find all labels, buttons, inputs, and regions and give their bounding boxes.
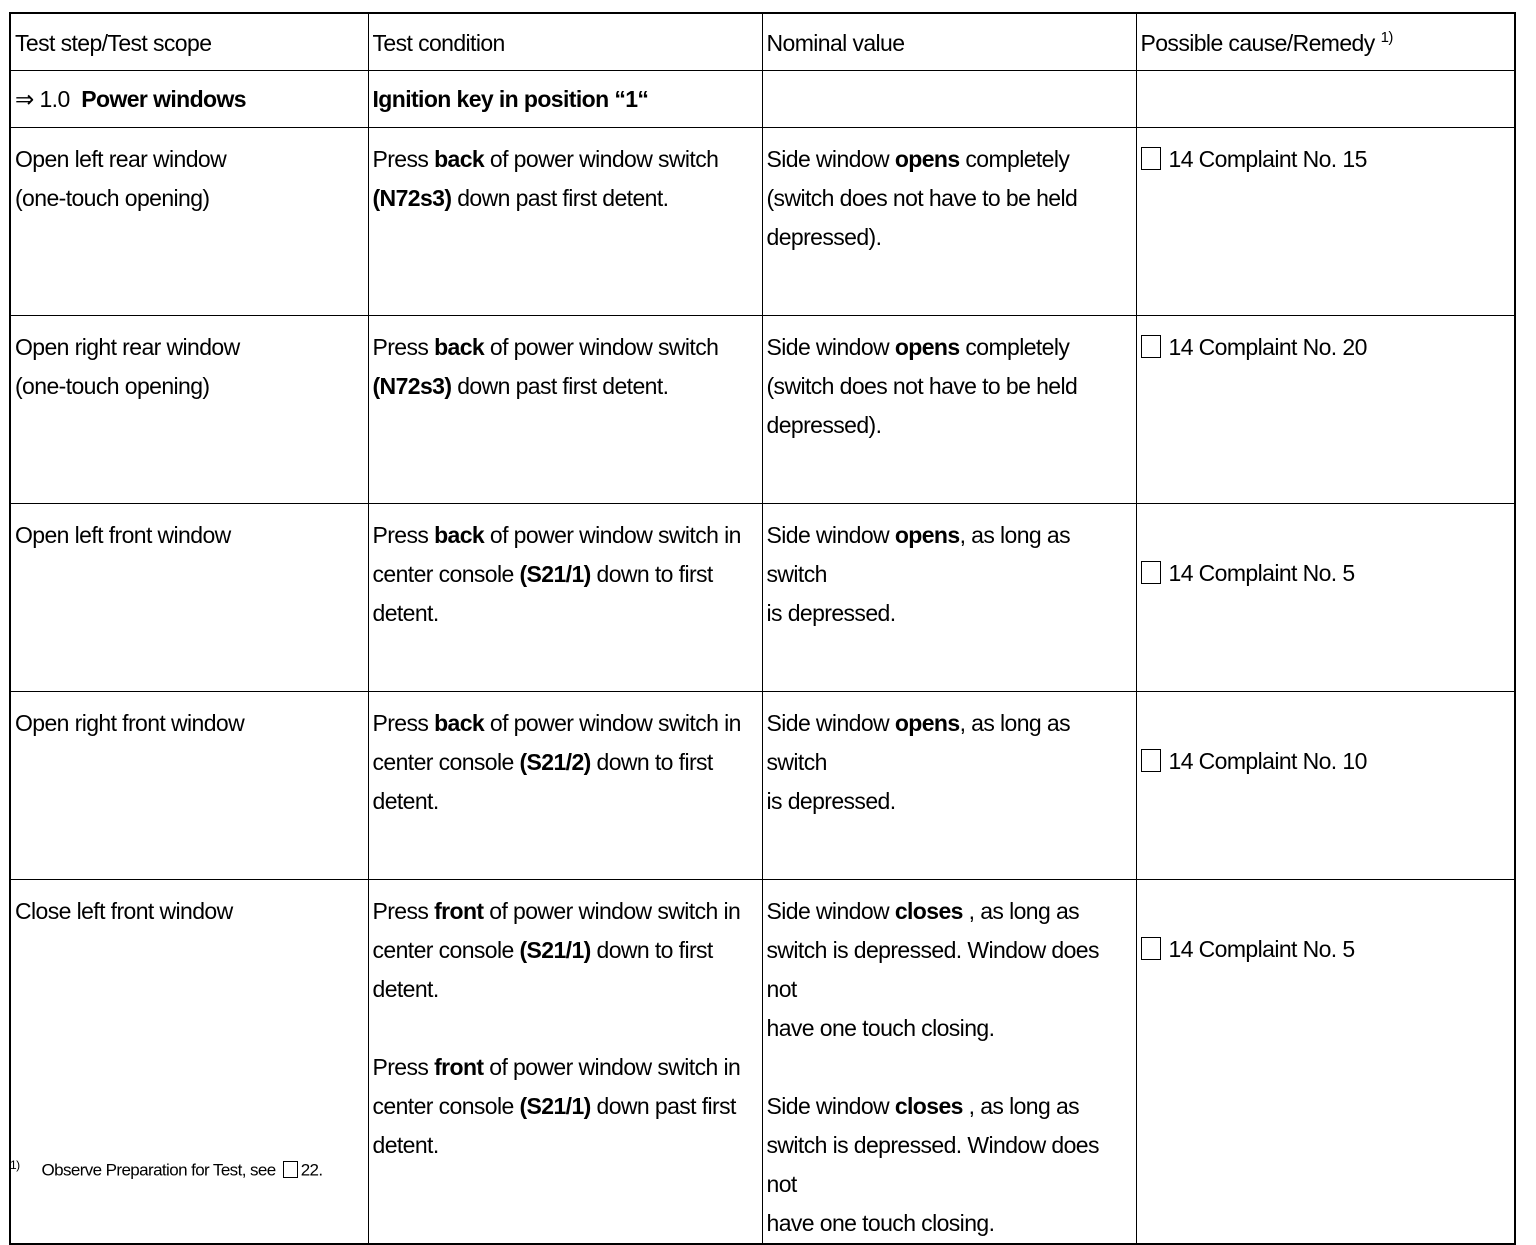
test-step: Open right rear window (one-touch opening) [10,316,368,504]
test-step: Close left front window [10,880,368,1245]
page-ref-box-icon [1141,749,1161,772]
section-empty-cell [762,71,1136,128]
table-row [10,128,1515,316]
header-nominal-value: Nominal value [762,13,1136,71]
nominal-value: Side window opens completely (switch does not have to be held depressed). [762,128,1136,316]
nominal-value: Side window opens, as long as switch is depressed. [762,692,1136,880]
table-header-row [10,13,1515,71]
footnote-marker: 1) [10,1158,20,1172]
nominal-value: Side window closes , as long as switch is depressed. Window does not have one touch closing. Side window closes , as long as switch is depressed. Window does not have one touch closing. [762,880,1136,1245]
section-row [10,71,1515,128]
page-ref-box-icon [1141,561,1161,584]
test-condition: Press back of power window switch in center console (S21/1) down to first detent. [368,504,762,692]
page-ref-box-icon [1141,937,1161,960]
nominal-value: Side window opens, as long as switch is depressed. [762,504,1136,692]
test-step: Open left rear window (one-touch opening) [10,128,368,316]
section-title: ⇒ 1.0 Power windows [10,71,368,128]
table-row [10,316,1515,504]
test-step: Open right front window [10,692,368,880]
test-condition: Press back of power window switch in center console (S21/2) down to first detent. [368,692,762,880]
remedy: 14 Complaint No. 5 [1136,504,1515,692]
remedy: 14 Complaint No. 10 [1136,692,1515,880]
table-row [10,504,1515,692]
remedy: 14 Complaint No. 5 [1136,880,1515,1245]
table-row [10,692,1515,880]
page-ref-box-icon [1141,335,1161,358]
test-condition: Press back of power window switch (N72s3) down past first detent. [368,128,762,316]
header-test-condition: Test condition [368,13,762,71]
section-condition: Ignition key in position “1“ [368,71,762,128]
test-condition: Press back of power window switch (N72s3) down past first detent. [368,316,762,504]
diagnostic-table [9,12,1516,1245]
page-ref-box-icon [283,1161,298,1178]
test-step: Open left front window [10,504,368,692]
remedy: 14 Complaint No. 15 [1136,128,1515,316]
remedy: 14 Complaint No. 20 [1136,316,1515,504]
section-empty-cell [1136,71,1515,128]
page-ref-box-icon [1141,147,1161,170]
test-condition: Press front of power window switch in center console (S21/1) down to first detent. Press front of power window switch in center console (S21/1) down past first detent. [368,880,762,1245]
table-row [10,880,1515,1245]
header-test-step: Test step/Test scope [10,13,368,71]
diagnostic-page [9,12,1514,1245]
footnote: $^{1)}$ Observe Preparation for Test, see 22. [10,1158,323,1180]
header-possible-cause: Possible cause/Remedy $^{1)}$ [1136,13,1515,71]
arrow-icon: ⇒ [15,86,34,112]
nominal-value: Side window opens completely (switch does not have to be held depressed). [762,316,1136,504]
footnote-ref: 1) [1380,29,1393,47]
